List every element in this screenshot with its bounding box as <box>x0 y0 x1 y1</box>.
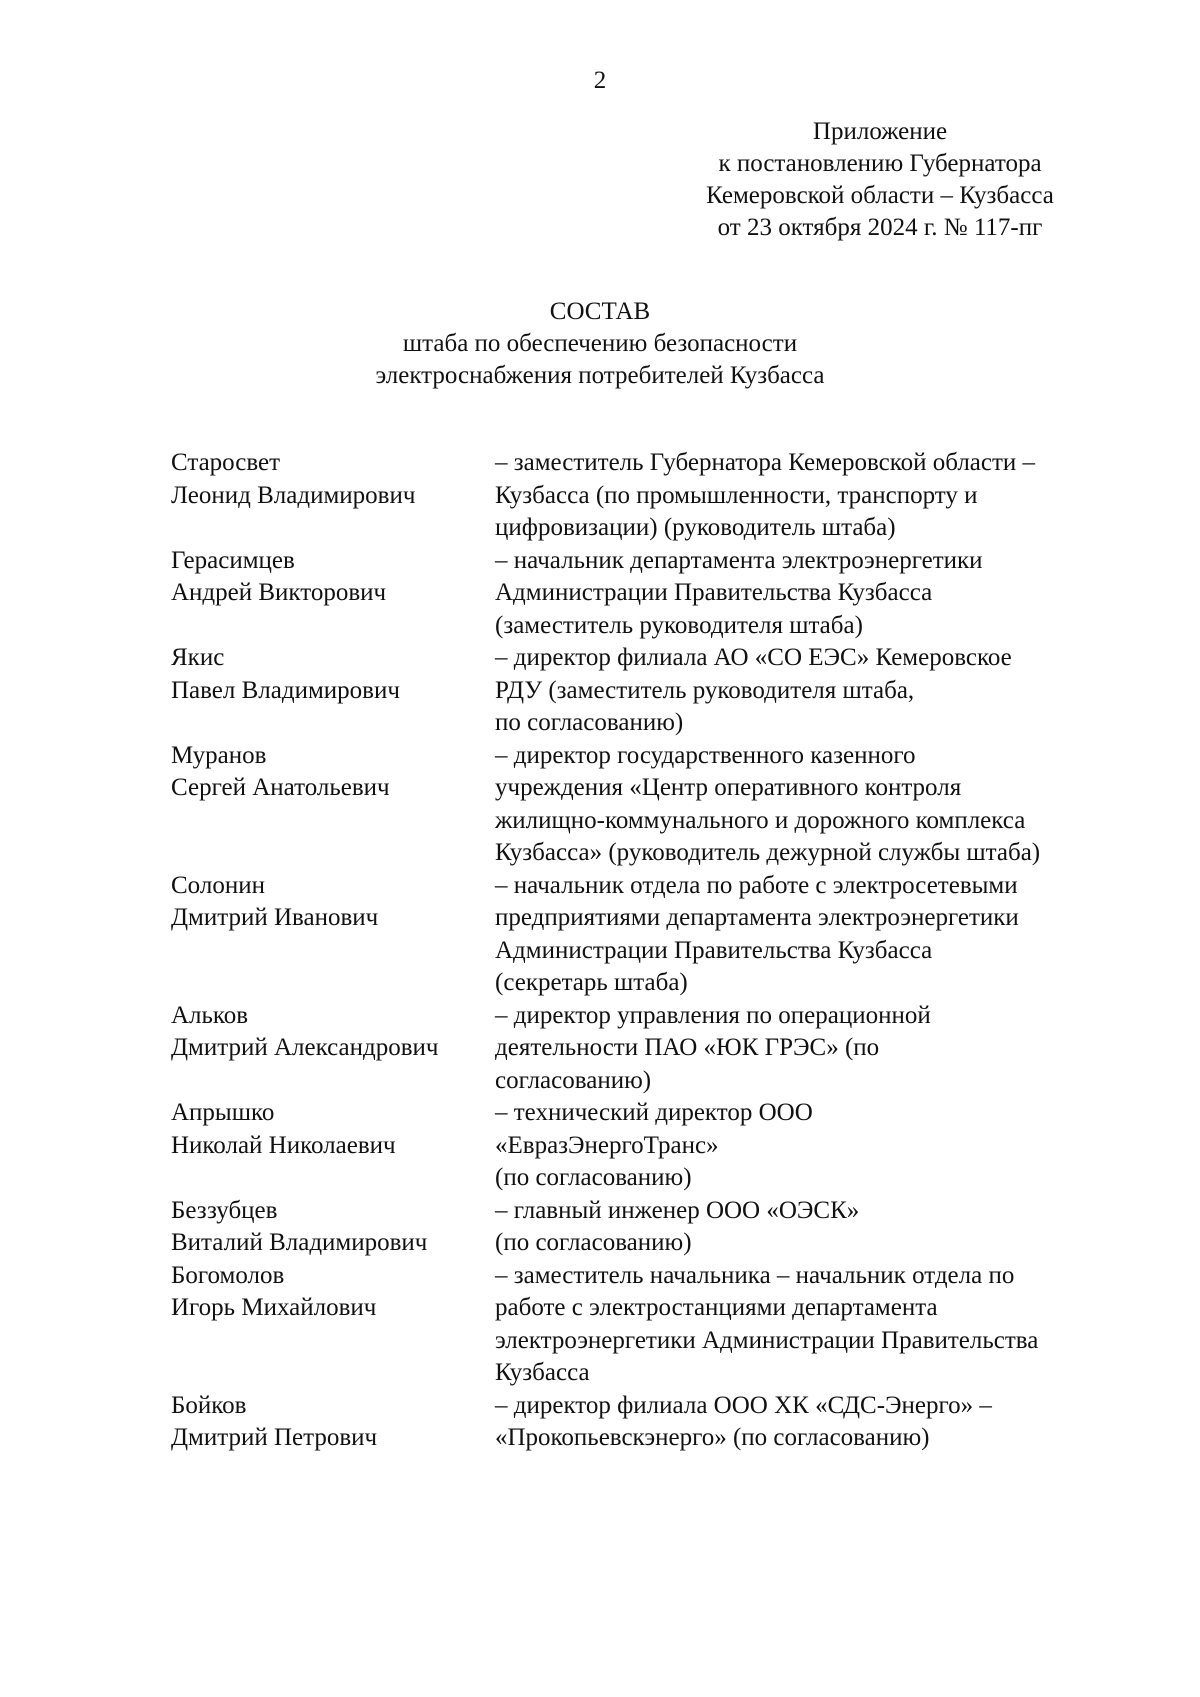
member-role-line: (по согласованию) <box>495 1229 692 1256</box>
member-role-line: согласованию) <box>495 1066 652 1094</box>
appendix-line: от 23 октября 2024 г. № 117-пг <box>717 214 1043 241</box>
member-role <box>495 1260 1131 1390</box>
member-name <box>171 447 495 545</box>
member-role-line: работе с электростанциями департамента <box>495 1294 938 1321</box>
member-role <box>495 1000 1131 1098</box>
member-surname: Богомолов <box>171 1261 285 1289</box>
member-role-line: – технический директор ООО <box>495 1099 813 1126</box>
member-role-line: – главный инженер ООО «ОЭСК» <box>495 1196 860 1224</box>
member-given-names: Виталий Владимирович <box>171 1229 428 1256</box>
member-given-names: Сергей Анатольевич <box>171 774 390 801</box>
member-role-line: по согласованию) <box>495 709 684 736</box>
member-given-names: Николай Николаевич <box>171 1131 396 1159</box>
member-role-line: жилищно-коммунального и дорожного комплекса <box>495 806 1026 834</box>
member-role-line: предприятиями департамента электроэнергетики <box>495 904 1019 931</box>
member-role <box>495 740 1131 870</box>
member-row <box>171 1195 1131 1260</box>
member-role <box>495 1097 1131 1195</box>
member-surname: Герасимцев <box>171 546 295 574</box>
member-role-line: – заместитель начальника – начальник отдела по <box>495 1261 1015 1289</box>
title-subtitle: электроснабжения потребителей Кузбасса <box>375 362 825 389</box>
member-role-line: (по согласованию) <box>495 1164 692 1191</box>
member-role <box>495 870 1131 1000</box>
member-name <box>171 1260 495 1390</box>
member-role-line: (секретарь штаба) <box>495 969 688 996</box>
member-surname: Беззубцев <box>171 1196 278 1224</box>
member-row <box>171 447 1131 545</box>
member-row <box>171 870 1131 1000</box>
member-name <box>171 1390 495 1455</box>
member-row <box>171 1390 1131 1455</box>
title-heading: СОСТАВ <box>549 298 651 325</box>
member-role-line: «ЕвразЭнергоТранс» <box>495 1131 719 1159</box>
appendix-block <box>660 116 1100 244</box>
title-subtitle: штаба по обеспечению безопасности <box>402 330 798 357</box>
member-name <box>171 1195 495 1260</box>
member-role-line: учреждения «Центр оперативного контроля <box>495 774 962 801</box>
page-number: 2 <box>593 67 607 94</box>
member-surname: Альков <box>171 1001 249 1029</box>
member-row <box>171 740 1131 870</box>
member-name <box>171 1000 495 1098</box>
member-role <box>495 447 1131 545</box>
member-role-line: Администрации Правительства Кузбасса <box>495 936 933 964</box>
member-role-line: Кузбасса» (руководитель дежурной службы штаба) <box>495 839 1041 866</box>
member-role-line: электроэнергетики Администрации Правительства <box>495 1326 1039 1354</box>
member-role-line: – заместитель Губернатора Кемеровской области – <box>495 449 1036 476</box>
member-role-line: РДУ (заместитель руководителя штаба, <box>495 676 915 704</box>
member-surname: Муранов <box>171 741 267 769</box>
member-name <box>171 740 495 870</box>
member-surname: Апрышко <box>171 1099 275 1126</box>
member-role-line: – директор государственного казенного <box>495 741 916 769</box>
appendix-line: Приложение <box>812 118 948 145</box>
member-role-line: «Прокопьевскэнерго» (по согласованию) <box>495 1424 930 1451</box>
member-role <box>495 545 1131 643</box>
member-surname: Бойков <box>171 1391 247 1419</box>
member-role-line: – директор филиала ООО ХК «СДС-Энерго» – <box>495 1391 992 1419</box>
member-row <box>171 545 1131 643</box>
member-role-line: Кузбасса (по промышленности, транспорту и <box>495 481 978 509</box>
member-role-line: Кузбасса <box>495 1359 590 1386</box>
member-name <box>171 642 495 740</box>
member-name <box>171 870 495 1000</box>
appendix-line: к постановлению Губернатора <box>718 150 1042 177</box>
member-role <box>495 1390 1131 1455</box>
member-given-names: Андрей Викторович <box>171 579 387 606</box>
member-row <box>171 1260 1131 1390</box>
member-role-line: цифровизации) (руководитель штаба) <box>495 514 896 541</box>
members-list <box>171 447 1131 1455</box>
member-surname: Старосвет <box>171 449 281 476</box>
member-role-line: – директор управления по операционной <box>495 1001 931 1029</box>
document-title <box>0 296 1200 392</box>
member-given-names: Леонид Владимирович <box>171 481 416 509</box>
member-role-line: – начальник отдела по работе с электросетевыми <box>495 871 1018 899</box>
member-surname: Солонин <box>171 871 265 899</box>
member-role <box>495 1195 1131 1260</box>
member-given-names: Павел Владимирович <box>171 676 400 704</box>
member-role <box>495 642 1131 740</box>
member-given-names: Дмитрий Иванович <box>171 904 379 931</box>
member-role-line: – начальник департамента электроэнергетики <box>495 546 983 574</box>
member-row <box>171 1097 1131 1195</box>
member-role-line: – директор филиала АО «СО ЕЭС» Кемеровское <box>495 644 1012 671</box>
member-name <box>171 1097 495 1195</box>
member-role-line: Администрации Правительства Кузбасса <box>495 579 933 606</box>
member-row <box>171 1000 1131 1098</box>
member-row <box>171 642 1131 740</box>
member-role-line: деятельности ПАО «ЮК ГРЭС» (по <box>495 1034 880 1061</box>
member-given-names: Игорь Михайлович <box>171 1294 377 1321</box>
member-name <box>171 545 495 643</box>
member-given-names: Дмитрий Александрович <box>171 1034 439 1061</box>
member-role-line: (заместитель руководителя штаба) <box>495 611 863 639</box>
member-given-names: Дмитрий Петрович <box>171 1424 378 1451</box>
member-surname: Якис <box>171 644 225 671</box>
appendix-line: Кемеровской области – Кузбасса <box>706 182 1054 209</box>
